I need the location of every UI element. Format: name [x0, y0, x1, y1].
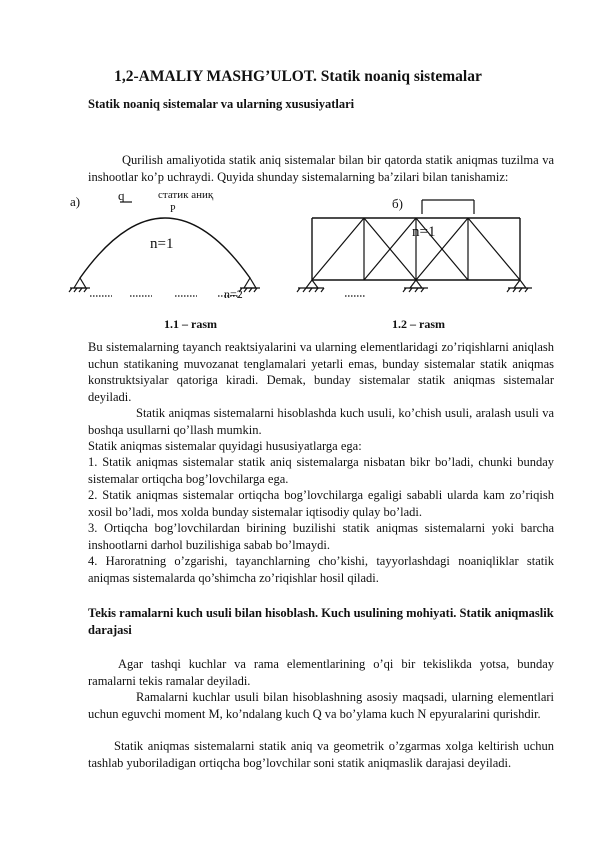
- properties-lead: Statik aniqmas sistemalar quyidagi hususiyatlarga ega:: [88, 439, 362, 453]
- load-p-label: P: [170, 204, 176, 215]
- truss-diagram: [297, 200, 532, 296]
- load-q-label: q: [118, 188, 125, 203]
- section-heading-2: Tekis ramalarni kuch usuli bilan hisoblash. Kuch usulining mohiyati. Statik aniqmaslik darajasi: [88, 606, 554, 637]
- page-title: 1,2-AMALIY MASHG’ULOT. Statik noaniq sistemalar: [114, 68, 482, 85]
- figure-b-tag: б): [392, 196, 403, 211]
- truss-n-label: n=1: [412, 224, 436, 240]
- paragraph-3: Agar tashqi kuchlar va rama elementlarining o’qi bir tekislikda yotsa, bunday ramalarni tekis ramalar deyiladi.: [88, 657, 554, 688]
- paragraph-4: Ramalarni kuchlar usuli bilan hisoblashning asosiy maqsadi, ularning elementlari uchun eguvchi moment M, ko’ndalang kuch Q va bo’ylama kuch N epyuralarini qurishdir.: [88, 690, 554, 721]
- property-item-3: 3. Ortiqcha bog’lovchilardan birining buzilishi statik aniqmas sistemalarni yoki barcha inshootlarni darhol buzilishiga sabab bo’lmaydi.: [88, 521, 554, 552]
- section-subtitle: Statik noaniq sistemalar va ularning xususiyatlari: [88, 97, 355, 111]
- paragraph-5: Statik aniqmas sistemalarni statik aniq va geometrik o’zgarmas xolga keltirish uchun tashlab yuboriladigan ortiqcha bog’lovchilar soni statik aniqmaslik darajasi deyiladi.: [88, 739, 554, 770]
- figure-header-label: статик аниқ: [158, 189, 214, 201]
- paragraph-2: Statik aniqmas sistemalarni hisoblashda kuch usuli, ko’chish usuli, aralash usuli va boshqa usullarni qo’llash mumkin.: [88, 406, 554, 437]
- property-item-4: 4. Haroratning o’zgarishi, tayanchlarning cho’kishi, tayyorlashdagi noaniqliklar statik aniqmas sistemalarda qo’shimcha zo’riqishlar hosil qiladi.: [88, 554, 554, 585]
- arch-n2-label: n=2: [224, 287, 243, 301]
- figure-a-tag: а): [70, 194, 81, 209]
- structural-figure: [60, 188, 550, 338]
- figure-1-1-caption: 1.1 – rasm: [164, 317, 217, 331]
- figure-1-2-caption: 1.2 – rasm: [392, 317, 445, 331]
- intro-paragraph: Qurilish amaliyotida statik aniq sistemalar bilan bir qatorda statik aniqmas tuzilma va inshootlar ko’p uchraydi. Quyida shunday sistemalarning ba’zilari bilan tanishamiz:: [88, 153, 554, 184]
- property-item-1: 1. Statik aniqmas sistemalar statik aniq sistemalarga nisbatan bikr bo’ladi, chunki bunday sistemalar ortiqcha bog’lovchilarga ega.: [88, 455, 554, 486]
- arch-n-label: n=1: [150, 236, 174, 252]
- property-item-2: 2. Statik aniqmas sistemalar ortiqcha bog’lovchilarga egaligi sababli ularda kam zo’riqish xosil bo’ladi, mos xolda bunday sistemalar iqtisodiy qulay bo’ladi.: [88, 488, 554, 519]
- paragraph-1: Bu sistemalarning tayanch reaktsiyalarini va ularning elementlaridagi zo’riqishlarni aniqlash uchun statikaning muvozanat tenglamalari yetarli emas, bunday sistemalar statik aniqmas konstruktsiyalar qatoriga kiradi. Demak, bunday sistemalar statik aniqmas sistemalar deyiladi.: [88, 340, 554, 404]
